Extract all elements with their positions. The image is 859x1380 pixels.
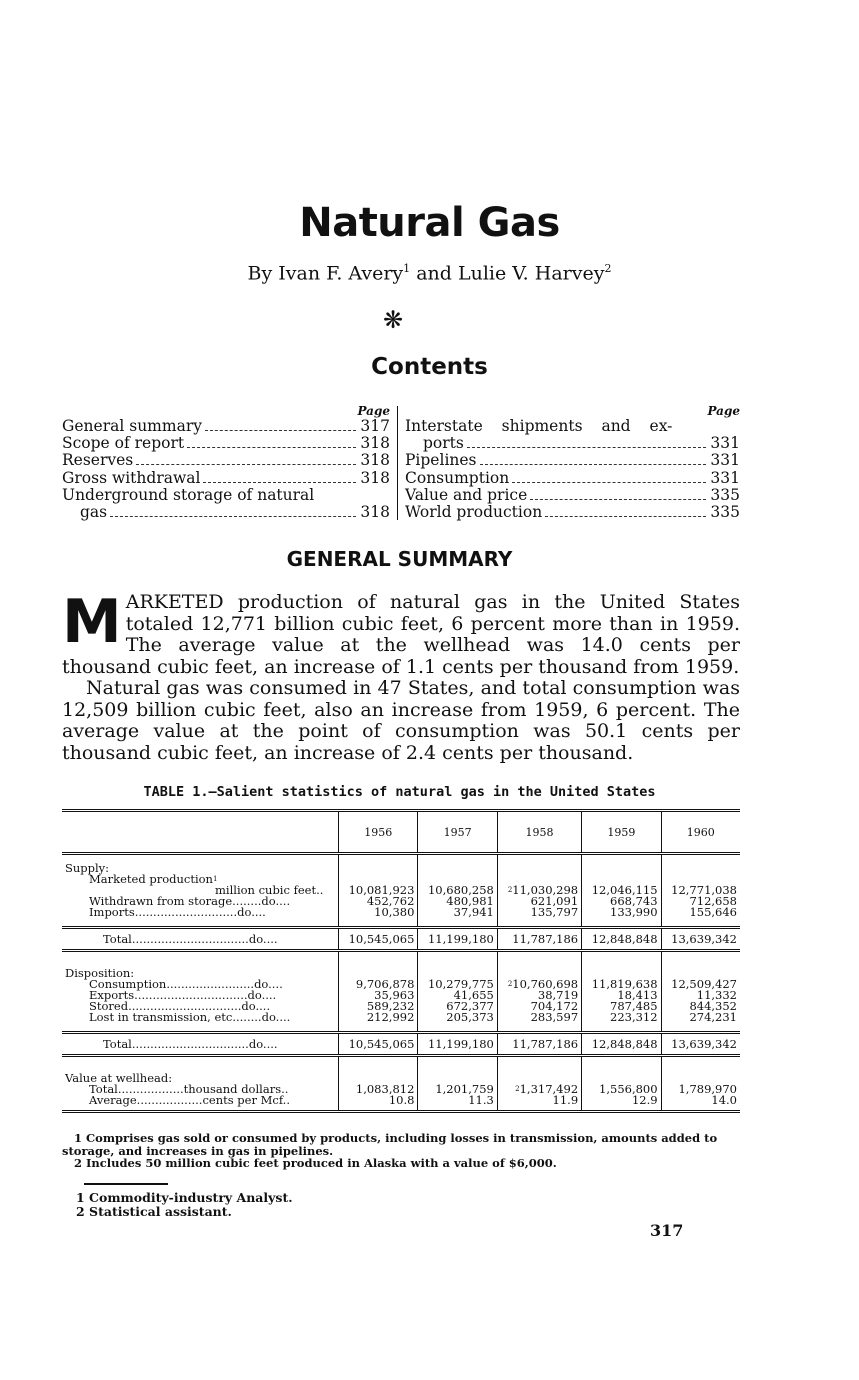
toc-label[interactable]: Underground storage of natural bbox=[62, 485, 315, 504]
year-header: 1959 bbox=[582, 811, 661, 854]
table-cell: 844,352 bbox=[661, 1001, 740, 1012]
row-label: Withdrawn from storage........do.... bbox=[89, 894, 291, 908]
table-cell: 11,030,298 bbox=[512, 883, 579, 897]
toc-entry[interactable] bbox=[405, 504, 740, 521]
toc-page: 335 bbox=[710, 485, 740, 504]
footnote-rule bbox=[84, 1183, 168, 1185]
table-cell: 480,981 bbox=[418, 896, 497, 907]
toc-label: Scope of report bbox=[62, 434, 185, 453]
row-label: Imports............................do.... bbox=[89, 905, 266, 919]
row-unit: million cubic feet.. bbox=[215, 883, 324, 897]
table-cell: 14.0 bbox=[661, 1095, 740, 1112]
table-cell: 589,232 bbox=[339, 1001, 418, 1012]
row-heading: Supply: bbox=[62, 863, 339, 874]
footnote-ref: 2 bbox=[507, 886, 513, 894]
table-cell: 11,199,180 bbox=[418, 928, 497, 951]
section-heading: GENERAL SUMMARY bbox=[286, 547, 513, 571]
author-footnote: 2 Statistical assistant. bbox=[76, 1204, 232, 1219]
author-2: and Lulie V. Harvey bbox=[410, 262, 605, 285]
table-cell: 10,545,065 bbox=[339, 928, 418, 951]
toc-page: 335 bbox=[710, 503, 740, 522]
table-cell: 11.9 bbox=[497, 1095, 581, 1112]
toc-page: 331 bbox=[710, 468, 740, 487]
page-column-label: Page bbox=[707, 404, 740, 418]
toc-page: 318 bbox=[360, 451, 390, 470]
byline bbox=[0, 262, 859, 284]
contents-heading: Contents bbox=[371, 354, 488, 380]
table-cell: 223,312 bbox=[582, 1012, 661, 1023]
table-cell: 13,639,342 bbox=[661, 1033, 740, 1056]
table-cell: 9,706,878 bbox=[339, 979, 418, 990]
toc-entry[interactable] bbox=[405, 470, 740, 487]
author-1: By Ivan F. Avery bbox=[247, 262, 404, 285]
footnote-ref: 1 bbox=[212, 875, 218, 883]
toc-page: 331 bbox=[710, 451, 740, 470]
paragraph-2: Natural gas was consumed in 47 States, and total consumption was 12,509 billion cubic feet, also an increase from 1959, 6 percent. The average value at the point of consumption was 50.1 cents per thousand cubic feet, an increase of 2.4 cents per thousand. bbox=[62, 677, 740, 764]
table-cell: 672,377 bbox=[418, 1001, 497, 1012]
paragraph-1-text: ARKETED production of natural gas in the United States totaled 12,771 billion cubic feet, 6 percent more than in 1959. The average value at the wellhead was 14.0 cents per thousand cubic feet, an increase of 1.1 cents per thousand from 1959. bbox=[62, 591, 740, 678]
table-cell: 11,787,186 bbox=[497, 1033, 581, 1056]
year-header: 1956 bbox=[339, 811, 418, 854]
table-cell: 10,081,923 bbox=[339, 885, 418, 896]
table-cell: 712,658 bbox=[661, 896, 740, 907]
toc-entry[interactable] bbox=[62, 470, 390, 487]
table-cell: 11,199,180 bbox=[418, 1033, 497, 1056]
row-label: Total................................do.... bbox=[103, 1036, 278, 1051]
table-cell: 1,201,759 bbox=[418, 1084, 497, 1095]
page-column-label: Page bbox=[357, 404, 390, 418]
table-footnotes bbox=[62, 1132, 742, 1170]
year-header: 1958 bbox=[497, 811, 581, 854]
table-cell: 37,941 bbox=[418, 907, 497, 918]
toc-label[interactable]: Interstate shipments and ex- bbox=[405, 417, 673, 435]
table-cell: 133,990 bbox=[582, 907, 661, 918]
table-cell: 10,760,698 bbox=[512, 977, 579, 991]
table-row bbox=[62, 907, 740, 918]
contents-divider bbox=[397, 406, 398, 520]
toc-entry[interactable] bbox=[62, 435, 390, 452]
year-header: 1957 bbox=[418, 811, 497, 854]
toc-entry[interactable] bbox=[405, 452, 740, 469]
table-cell: 10,545,065 bbox=[339, 1033, 418, 1056]
toc-page: 318 bbox=[360, 468, 390, 487]
table-cell: 155,646 bbox=[661, 907, 740, 918]
table-cell: 452,762 bbox=[339, 896, 418, 907]
toc-page: 331 bbox=[710, 434, 740, 453]
table-cell: 18,413 bbox=[582, 990, 661, 1001]
toc-page: 318 bbox=[360, 503, 390, 522]
table-cell: 704,172 bbox=[497, 1001, 581, 1012]
footnote-ref: 2 bbox=[507, 980, 513, 988]
toc-label: Gross withdrawal bbox=[62, 468, 201, 487]
toc-label-cont: gas bbox=[80, 503, 108, 522]
author-footnotes bbox=[76, 1191, 293, 1219]
year-header: 1960 bbox=[661, 811, 740, 854]
table-cell: 10,279,775 bbox=[418, 979, 497, 990]
toc-label: Value and price bbox=[405, 485, 528, 504]
table-cell: 11,819,638 bbox=[582, 979, 661, 990]
stub-header bbox=[62, 811, 339, 854]
toc-page: 318 bbox=[360, 434, 390, 453]
table-cell: 1,083,812 bbox=[339, 1084, 418, 1095]
footnote: 1 Comprises gas sold or consumed by products, including losses in transmission, amounts added to storage, and increases in gas in pipelines. bbox=[62, 1131, 718, 1158]
table-cell: 10,380 bbox=[339, 907, 418, 918]
table-cell: 10,680,258 bbox=[418, 885, 497, 896]
row-label: Stored...............................do.... bbox=[89, 999, 271, 1013]
toc-label: Pipelines bbox=[405, 451, 477, 470]
table-cell: 12,771,038 bbox=[661, 885, 740, 896]
toc-label: World production bbox=[405, 503, 543, 522]
contents-left-column bbox=[62, 404, 390, 521]
table-cell: 1,317,492 bbox=[519, 1082, 579, 1096]
table-cell: 668,743 bbox=[582, 896, 661, 907]
table-cell: 10.8 bbox=[339, 1095, 418, 1112]
table-cell: 11.3 bbox=[418, 1095, 497, 1112]
table-cell: 12.9 bbox=[582, 1095, 661, 1112]
toc-entry[interactable] bbox=[405, 487, 740, 504]
table-cell: 1,556,800 bbox=[582, 1084, 661, 1095]
table-cell: 12,848,848 bbox=[582, 1033, 661, 1056]
table-cell: 274,231 bbox=[661, 1012, 740, 1023]
footnote: 2 Includes 50 million cubic feet produced in Alaska with a value of $6,000. bbox=[74, 1156, 557, 1170]
toc-label: Consumption bbox=[405, 468, 510, 487]
toc-label-cont: ports bbox=[423, 434, 464, 453]
row-label: Exports...............................do.... bbox=[89, 988, 277, 1002]
statistics-table bbox=[62, 809, 740, 1113]
row-label: Total..................thousand dollars.. bbox=[89, 1082, 289, 1096]
toc-entry[interactable] bbox=[62, 418, 390, 435]
toc-entry[interactable] bbox=[62, 504, 390, 521]
row-label: Consumption........................do.... bbox=[89, 977, 283, 991]
table-cell: 35,963 bbox=[339, 990, 418, 1001]
row-heading: Disposition: bbox=[62, 968, 339, 979]
dropcap: M bbox=[62, 587, 122, 657]
table-cell: 11,787,186 bbox=[497, 928, 581, 951]
toc-page: 317 bbox=[360, 417, 390, 435]
table-cell: 12,509,427 bbox=[661, 979, 740, 990]
table-cell: 1,789,970 bbox=[661, 1084, 740, 1095]
row-label: Marketed production bbox=[89, 872, 213, 886]
body-text bbox=[62, 587, 740, 764]
table-row-total bbox=[62, 928, 740, 951]
table-caption: TABLE 1.—Salient statistics of natural gas in the United States bbox=[143, 784, 656, 800]
author-footnote: 1 Commodity-industry Analyst. bbox=[76, 1190, 293, 1205]
toc-label: General summary bbox=[62, 417, 202, 435]
table-cell: 12,046,115 bbox=[582, 885, 661, 896]
contents-right-column bbox=[405, 404, 740, 521]
row-label: Total................................do.... bbox=[103, 931, 278, 946]
table-row-total bbox=[62, 1033, 740, 1056]
row-label: Average..................cents per Mcf.. bbox=[89, 1093, 290, 1107]
table-header-row bbox=[62, 811, 740, 854]
page-title: Natural Gas bbox=[299, 200, 560, 246]
ornament-icon: ❋ bbox=[383, 306, 404, 334]
toc-entry[interactable] bbox=[62, 452, 390, 469]
table-cell: 283,597 bbox=[497, 1012, 581, 1023]
paragraph-1 bbox=[62, 587, 740, 678]
row-heading: Value at wellhead: bbox=[62, 1073, 339, 1084]
table-cell: 205,373 bbox=[418, 1012, 497, 1023]
toc-entry[interactable] bbox=[405, 435, 740, 452]
table-cell: 11,332 bbox=[661, 990, 740, 1001]
table-cell: 13,639,342 bbox=[661, 928, 740, 951]
table-cell: 38,719 bbox=[497, 990, 581, 1001]
table-row bbox=[62, 1095, 740, 1112]
page-number: 317 bbox=[650, 1221, 684, 1240]
footnote-ref: 2 bbox=[515, 1085, 520, 1093]
author-2-ref: 2 bbox=[604, 262, 612, 275]
table-cell: 787,485 bbox=[582, 1001, 661, 1012]
author-1-ref: 1 bbox=[403, 262, 411, 275]
table-cell: 41,655 bbox=[418, 990, 497, 1001]
table-cell: 212,992 bbox=[339, 1012, 418, 1023]
toc-label: Reserves bbox=[62, 451, 134, 470]
table-cell: 135,797 bbox=[497, 907, 581, 918]
row-label: Lost in transmission, etc........do.... bbox=[89, 1010, 291, 1024]
table-cell: 12,848,848 bbox=[582, 928, 661, 951]
table-cell: 621,091 bbox=[497, 896, 581, 907]
table-row bbox=[62, 1012, 740, 1023]
